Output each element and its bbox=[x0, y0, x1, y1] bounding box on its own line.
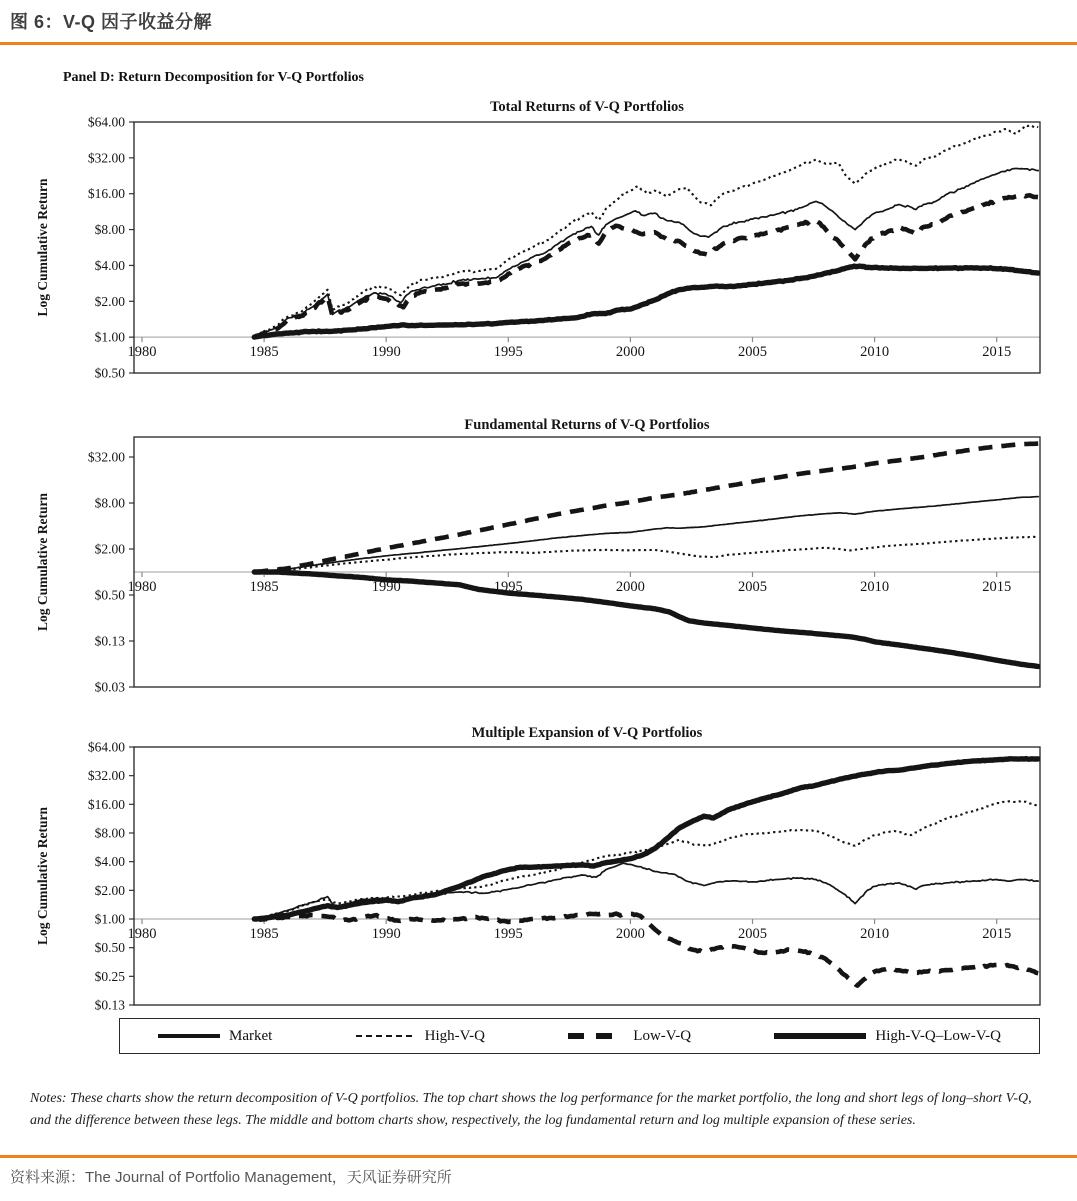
svg-text:2015: 2015 bbox=[982, 344, 1012, 361]
svg-text:$2.00: $2.00 bbox=[94, 293, 125, 309]
svg-text:$16.00: $16.00 bbox=[87, 186, 125, 202]
series-highlow-line bbox=[254, 266, 1038, 337]
legend-label-high-vq: High-V-Q bbox=[424, 1027, 485, 1044]
low-vq-line-swatch bbox=[568, 1033, 624, 1039]
svg-text:$0.25: $0.25 bbox=[94, 968, 125, 984]
svg-text:1985: 1985 bbox=[249, 579, 279, 596]
svg-text:$32.00: $32.00 bbox=[87, 768, 125, 784]
svg-text:$1.00: $1.00 bbox=[94, 329, 125, 345]
chart-fundamental-returns bbox=[0, 410, 1077, 710]
svg-text:2005: 2005 bbox=[738, 344, 767, 361]
svg-text:$2.00: $2.00 bbox=[94, 541, 125, 557]
series-highlow-line bbox=[254, 759, 1038, 919]
panel-label: Panel D: Return Decomposition for V-Q Portfolios bbox=[63, 70, 364, 85]
chart-multiple-expansion bbox=[0, 720, 1077, 1020]
svg-text:Log Cumulative Return: Log Cumulative Return bbox=[35, 178, 50, 317]
svg-text:$0.50: $0.50 bbox=[94, 940, 125, 956]
svg-text:1985: 1985 bbox=[249, 926, 279, 942]
legend-item-low-vq bbox=[568, 1028, 691, 1045]
svg-text:Fundamental Returns of V-Q Por: Fundamental Returns of V-Q Portfolios bbox=[464, 417, 710, 433]
svg-text:1995: 1995 bbox=[493, 926, 523, 942]
svg-text:$2.00: $2.00 bbox=[94, 882, 125, 898]
svg-text:1980: 1980 bbox=[127, 926, 157, 942]
svg-text:1985: 1985 bbox=[249, 344, 279, 361]
svg-text:1980: 1980 bbox=[127, 579, 157, 596]
svg-text:$64.00: $64.00 bbox=[87, 114, 125, 130]
svg-text:2010: 2010 bbox=[860, 579, 890, 596]
svg-text:1990: 1990 bbox=[371, 344, 401, 361]
legend-label-low-vq: Low-V-Q bbox=[633, 1027, 692, 1044]
svg-text:$64.00: $64.00 bbox=[87, 739, 125, 755]
svg-text:2010: 2010 bbox=[860, 926, 890, 942]
svg-text:$16.00: $16.00 bbox=[87, 796, 125, 812]
source-text: 资料来源：The Journal of Portfolio Management，天风证券研究所 bbox=[10, 1169, 452, 1186]
market-line-swatch bbox=[158, 1034, 220, 1038]
svg-text:Log Cumulative Return: Log Cumulative Return bbox=[35, 493, 50, 631]
svg-text:2005: 2005 bbox=[738, 579, 767, 596]
svg-text:2010: 2010 bbox=[860, 344, 890, 361]
svg-text:2015: 2015 bbox=[982, 926, 1012, 942]
svg-text:2000: 2000 bbox=[615, 344, 645, 361]
svg-text:$8.00: $8.00 bbox=[94, 825, 125, 841]
high-vq-line-swatch bbox=[356, 1035, 416, 1038]
svg-text:Log Cumulative Return: Log Cumulative Return bbox=[35, 807, 50, 945]
series-high-line bbox=[254, 537, 1038, 572]
legend bbox=[119, 1018, 1040, 1054]
series-low-line bbox=[254, 914, 1038, 986]
svg-text:$8.00: $8.00 bbox=[94, 222, 125, 238]
svg-text:Total Returns of V-Q Portfolio: Total Returns of V-Q Portfolios bbox=[490, 99, 684, 115]
svg-text:$4.00: $4.00 bbox=[94, 257, 125, 273]
legend-item-high-minus-low bbox=[774, 1028, 1001, 1045]
top-accent-rule bbox=[0, 42, 1077, 45]
svg-text:2000: 2000 bbox=[615, 579, 645, 596]
series-market-line bbox=[254, 863, 1038, 919]
svg-text:1990: 1990 bbox=[371, 926, 401, 942]
chart-total-returns bbox=[0, 95, 1077, 390]
series-market-line bbox=[254, 169, 1038, 338]
svg-text:1980: 1980 bbox=[127, 344, 157, 361]
svg-text:1990: 1990 bbox=[371, 579, 401, 596]
legend-item-market bbox=[158, 1028, 272, 1045]
svg-text:$8.00: $8.00 bbox=[94, 495, 125, 511]
bottom-accent-rule bbox=[0, 1155, 1077, 1158]
notes-text: Notes: These charts show the return decomposition of V-Q portfolios. The top chart shows the log performance for the market portfolio, the long and short legs of long–short V-Q, and the difference between these legs. The middle and bottom charts show, respectively, the log fundamental return and log multiple expansion of these series. bbox=[30, 1091, 1032, 1129]
svg-text:$0.03: $0.03 bbox=[94, 679, 125, 695]
legend-label-high-minus-low: High-V-Q–Low-V-Q bbox=[875, 1027, 1001, 1044]
svg-text:$0.50: $0.50 bbox=[94, 365, 125, 381]
svg-text:2015: 2015 bbox=[982, 579, 1012, 596]
svg-text:Multiple Expansion of V-Q Port: Multiple Expansion of V-Q Portfolios bbox=[471, 725, 703, 741]
legend-item-high-vq bbox=[356, 1028, 485, 1045]
svg-text:1995: 1995 bbox=[493, 344, 523, 361]
svg-text:2000: 2000 bbox=[615, 926, 645, 942]
svg-text:$0.13: $0.13 bbox=[94, 997, 125, 1013]
svg-text:$0.13: $0.13 bbox=[94, 633, 125, 649]
svg-text:$1.00: $1.00 bbox=[94, 911, 125, 927]
svg-text:1995: 1995 bbox=[493, 579, 523, 596]
svg-text:$32.00: $32.00 bbox=[87, 449, 125, 465]
svg-text:$32.00: $32.00 bbox=[87, 150, 125, 166]
figure-title: 图 6：V-Q 因子收益分解 bbox=[10, 12, 213, 32]
legend-label-market: Market bbox=[229, 1027, 273, 1044]
high-minus-low-line-swatch bbox=[774, 1033, 866, 1040]
svg-text:2005: 2005 bbox=[738, 926, 767, 942]
svg-text:$4.00: $4.00 bbox=[94, 854, 125, 870]
svg-text:$0.50: $0.50 bbox=[94, 587, 125, 603]
